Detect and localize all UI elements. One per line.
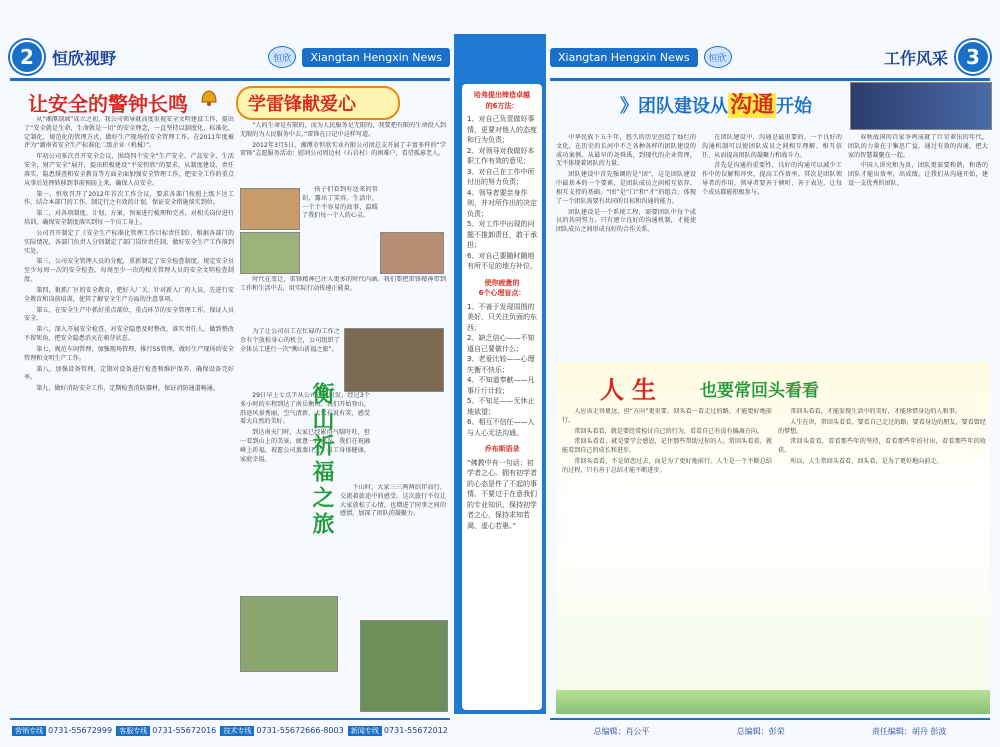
- list-item: 6、相互不信任——人与人心无法沟通。: [467, 418, 535, 437]
- footer-item: [12, 726, 112, 736]
- temple-photo: [344, 328, 444, 392]
- paragraph: 中华民族下五千年，悠久的历史创造了灿烂的文化，在历史的长河中不乏各种各样的团队建设的成功案例。从最早的尧舜禹，到现代的企业管理，无不体现着团队的力量。: [556, 134, 696, 168]
- article-title-life: 人生: [600, 376, 664, 404]
- paragraph: 第六，深入开展安全检查，对安全隐患及时整改，落实责任人，做到整改不留死角，把安全隐患消灭在萌芽状态。: [24, 326, 234, 343]
- section-title-right: 工作风采: [883, 48, 948, 68]
- footer-item: [737, 726, 785, 737]
- paragraph: 春秋战国的百家争鸣成就了巨星辈出的年代，团队的力量在于集思广益，通过有效的沟通，把大家的智慧凝聚在一起。: [848, 134, 988, 159]
- masthead-left: Xiangtan Hengxin News: [302, 48, 450, 67]
- list-item: 3、老爱比较——心理失衡不快乐；: [467, 355, 535, 374]
- paragraph: 第八，加强设备管理，定期对设备进行检查和维护保养，确保设备完好率。: [24, 365, 234, 382]
- paragraph: 在团队建设中，沟通是最重要的。一个良好的沟通机制可以使团队成员之间相互理解、相互信任，从而提高团队的凝聚力和战斗力。: [702, 134, 842, 159]
- quote: “佛教中有一句话：初学者之心。拥有初学者的心态是件了不起的事情。不要过于在意我们的专业知识，保持初学者之心，保持求知若渴，虚心若愚。”: [467, 458, 537, 530]
- paragraph: 时代在变迁，雷锋精神已注入更多的时代内涵。我们要把雷锋精神带到工作和生活中去，用实际行动传递正能量。: [240, 276, 446, 292]
- article-body-hengshan-3: [340, 484, 446, 614]
- hengxin-logo-icon: 恒欣: [704, 46, 732, 68]
- paragraph: 第九，做好消防安全工作，定期检查消防器材，保证消防通道畅通。: [36, 385, 219, 393]
- paragraph: 第七，规范车间管理，加强现场管理，推行5S管理，做好生产现场的安全管理和文明生产工作。: [24, 345, 234, 362]
- paragraph: 常回头看看，就是要经常检讨自己的行为，看看自己有没有偏离方向。: [574, 427, 764, 435]
- paragraph: 下山时，大家三三两两结伴而行，交流着旅途中的感受。这次旅行不仅让大家放松了心情，也增进了同事之间的感情，加深了团队的凝聚力。: [340, 484, 446, 518]
- paragraph: 首先是沟通的重要性，良好的沟通可以减少工作中的误解和冲突，提高工作效率。其次是团队领导者的作用，领导者要善于倾听，善于表达，让每个成员都能积极参与。: [702, 162, 842, 196]
- article-title-hengshan: 衡山祈福之旅: [309, 382, 334, 538]
- article-title-safety: 让安全的警钟长鸣: [28, 92, 188, 116]
- paragraph: 常回头看看，看看那些年的坚持，看看那些年的付出，看看那些年的收获。: [778, 438, 986, 455]
- list-item: 4、不知道奉献——凡事斤斤计较；: [467, 376, 535, 395]
- article-body-life-2: [778, 408, 986, 708]
- footer-value: 肖公平: [625, 726, 650, 736]
- mountain-photo: [360, 620, 448, 712]
- paragraph: 人应该走得更远，但“方向”更重要。回头看一看走过的路，才能更好地前行。: [562, 408, 772, 424]
- left-footer: [10, 718, 450, 742]
- paragraph: 常回头看看，不是留恋过去，而是为了更好地前行。人生是一个不断总结的过程，只有善于总结才能不断进步。: [562, 458, 772, 474]
- list-item: 6、对自己要随时随地有所不足的地方补位。: [467, 251, 537, 270]
- article-body-team-3: [848, 134, 988, 354]
- right-header: [550, 40, 990, 74]
- right-footer: [550, 718, 990, 742]
- paragraph: 第五，在安全生产中抓好重点部位，重点环节的安全管理工作，保证人员安全。: [24, 306, 234, 323]
- footer-tag: 客服专线: [116, 726, 150, 736]
- business-people-photo: [850, 82, 992, 130]
- footer-tag: 营销专线: [12, 726, 46, 736]
- paragraph: 第三，公司安全管理人员的分配，重新制定了安全检查制度，规定安全员至少每周一次的安全检查，每周至少一次的相关管理人员的安全文明检查制度。: [24, 258, 234, 284]
- grass-decoration: [556, 690, 990, 714]
- footer-value: 胡丹 彭波: [911, 726, 947, 736]
- volunteer-photo: [240, 188, 300, 230]
- left-header: [10, 40, 450, 74]
- sidebar-heading: 的6方法：: [485, 101, 519, 110]
- article-body-hengshan: [240, 328, 340, 388]
- article-body-safety: [24, 116, 234, 714]
- article-body-team-1: [556, 134, 696, 354]
- list-item: 3、对自己在工作中所付出的努力负责；: [467, 167, 535, 186]
- paragraph: 到达南天门时，大家已经累得气喘吁吁，但一看到山上的美景，疲惫一扫而光。我们在祝融峰上祈福，祝愿公司蒸蒸日上，员工身体健康，家庭幸福。: [240, 429, 370, 463]
- paragraph: 团队建设是一个系统工程，需要团队中每个成员的共同努力。只有建立良好的沟通机制，才能使团队成员之间形成良好的合作关系。: [556, 208, 696, 234]
- bell-icon: [198, 86, 220, 108]
- paragraph: 团队建设中首先强调的是“团”，这是团队建设中最基本的一个要素，是团队成员之间相互依存、相互支持的基础。“团”是“口”和“才”的组合，体现了一个团队需要有共同的目标和沟通的能力。: [556, 171, 696, 205]
- footer-value: 0731-55672016: [152, 726, 217, 735]
- paragraph: 常回头看看，才能发现生活中的美好，才能珍惜身边的人和事。: [790, 408, 961, 415]
- sidebar-box: [460, 82, 544, 712]
- page-number-right: 3: [956, 40, 990, 74]
- footer-value: 0731-55672666-8003: [256, 726, 344, 735]
- paragraph: 第一，恒欣召开了2012年首次工作会议，要求各部门按照上级下达工作，结合本部门的工作，制定行之有效的计划，保证安全措施落实到位。: [24, 190, 234, 207]
- footer-tag: 技术专线: [220, 726, 254, 736]
- footer-value: 0731-55672012: [383, 726, 448, 735]
- header-rule-right: [550, 78, 990, 81]
- paragraph: 年初公司多次召开安全会议，围绕四个安全“生产安全、产品安全、生活安全、财产安全”展开，提出积极建设“平安恒欣”的要求，从制度建设、责任落实、隐患排查和安全教育等方面全面加强安全管理工作，把安全工作的重点从事后处理转移到事前预防上来，确保人员安全。: [24, 153, 234, 187]
- paragraph: 人生在世，常回头看看，要看自己走过的路，要看身边的朋友，要看曾经的梦想。: [778, 418, 986, 435]
- sidebar-heading: 哈弗提出缔造卓越: [474, 91, 530, 99]
- paragraph: 孩子们看到有送来的常识，露出了笑容。生活中，一个个不容易的故事，温暖了我们每一个人的心灵。: [302, 186, 378, 220]
- footer-value: 0731-55672999: [48, 726, 113, 735]
- title-part: 》团队建设从: [620, 96, 728, 117]
- footer-item: [116, 726, 216, 736]
- list-item: 1、不善于发现周围的美好，只关注负面的东西；: [467, 302, 537, 332]
- footer-label: 总编辑：: [736, 726, 769, 736]
- footer-item: [220, 726, 343, 736]
- paragraph: 29日早上七点半从公司门口出发，经过3个多小时的车程到达了南岳衡山。我们开始登山，沿途风景秀丽，空气清新，大家有说有笑，感受着大自然的美好。: [240, 392, 370, 426]
- section-title-left: 恒欣视野: [52, 48, 117, 68]
- sidebar-heading: 乔布斯语录: [484, 445, 520, 453]
- footer-item: [872, 726, 947, 737]
- article-title-leifeng: 学雷锋献爱心: [248, 94, 356, 115]
- paragraph: 为了让公司员工在忙碌的工作之余有个放松身心的机会，公司组织了全体员工进行一次“衡山祈福之旅”。: [240, 328, 340, 353]
- paragraph: 第四，狠抓厂区的安全教育，把好入厂关。针对新入厂的人员，先进行安全教育和岗前培训，使其了解安全生产方面的注意事项。: [24, 286, 234, 303]
- paragraph: 所以，人生常回头看看，回头看，是为了更好地向前走。: [790, 458, 943, 466]
- paragraph: 常回头看看，就是要学会感恩，记住那些帮助过你的人。常回头看看，就能看到自己的成长和进步。: [562, 438, 772, 455]
- paragraph: 公司召开制定了《安全生产标准化管理工作目标责任制》，根据各部门的实际情况，各部门负责人分别制定了部门岗位责任制，做好安全生产工作落到实处。: [24, 229, 234, 255]
- paragraph: 2012年3月5日，湘潭市恒欣实业有限公司团总支开展了丰富多样的“学雷锋”志愿服务活动：慰问公司周边村（石岩村）的困难户，看望孤寡老人。: [240, 141, 446, 158]
- article-title-team: [620, 88, 812, 119]
- header-rule-left: [10, 78, 450, 81]
- article-body-leifeng-2: [302, 186, 378, 272]
- paragraph: 中国人讲究和为贵，团队更需要和谐，和谐的团队才能出效率，出成绩。让我们从沟通开始，建设一支优秀的团队。: [848, 162, 988, 188]
- list-item: 2、缺乏信心——不知道自己要做什么；: [467, 334, 535, 353]
- paragraph: “人的生命是有限的，而为人民服务是无限的，我要把有限的生命投入到无限的为人民服务中去。”雷锋在日记中这样写道。: [240, 122, 446, 138]
- group-photo: [240, 596, 338, 672]
- footer-value: 彭荣: [768, 726, 785, 736]
- sidebar-heading: 6个心理盲点：: [478, 289, 526, 297]
- footer-label: 总编辑：: [593, 726, 626, 736]
- article-body-leifeng: [240, 122, 446, 184]
- article-body-leifeng-3: [240, 276, 446, 322]
- footer-tag: 新闻专线: [348, 726, 382, 736]
- sidebar-heading: 使你疲惫的: [484, 278, 520, 287]
- list-item: 4、领导者要亲身作则，并对所作出的决定负责；: [467, 188, 537, 218]
- footer-item: [594, 726, 650, 737]
- list-item: 2、对领导对我做好本职工作有效的意见；: [467, 146, 535, 165]
- paragraph: 从“湘潭制域”成立之初，我公司领导就高度重视安全文明建设工作，提出了“安全就是生命，生命就是一切”的安全理念，一直坚持以制度化、标准化、定制化、规范化的管理方式，做好生产现场的安全管理工作。在2011年度被评为“湖南省安全生产标准化二级企业（机械）”。: [24, 116, 234, 150]
- title-part: 开始: [776, 96, 813, 117]
- volunteer-photo: [240, 232, 300, 274]
- article-subtitle-life: 也要常回头看看: [700, 381, 819, 401]
- list-item: 5、对工作中出现的问题不推卸责任，敢于承担；: [467, 220, 537, 249]
- article-body-life-1: [562, 408, 772, 708]
- list-item: 1、对自己负责做好事情，更要对他人的态度和行为负责；: [467, 115, 537, 144]
- footer-item: [348, 726, 448, 736]
- footer-label: 责任编辑：: [871, 726, 912, 736]
- article-body-team-2: [702, 134, 842, 354]
- page-number-left: 2: [10, 40, 44, 74]
- paragraph: 第二，对各项制度、计划、方案、预案进行梳理和完善，对相关岗位进行培训，确保安全制度落实到每一个员工身上。: [24, 210, 234, 227]
- hengxin-logo-icon: 恒欣: [268, 46, 296, 68]
- masthead-right: Xiangtan Hengxin News: [550, 48, 698, 67]
- list-item: 5、不知足——无休止地欲望；: [467, 397, 535, 416]
- title-highlight: 沟通: [730, 93, 775, 118]
- volunteer-photo: [380, 232, 444, 274]
